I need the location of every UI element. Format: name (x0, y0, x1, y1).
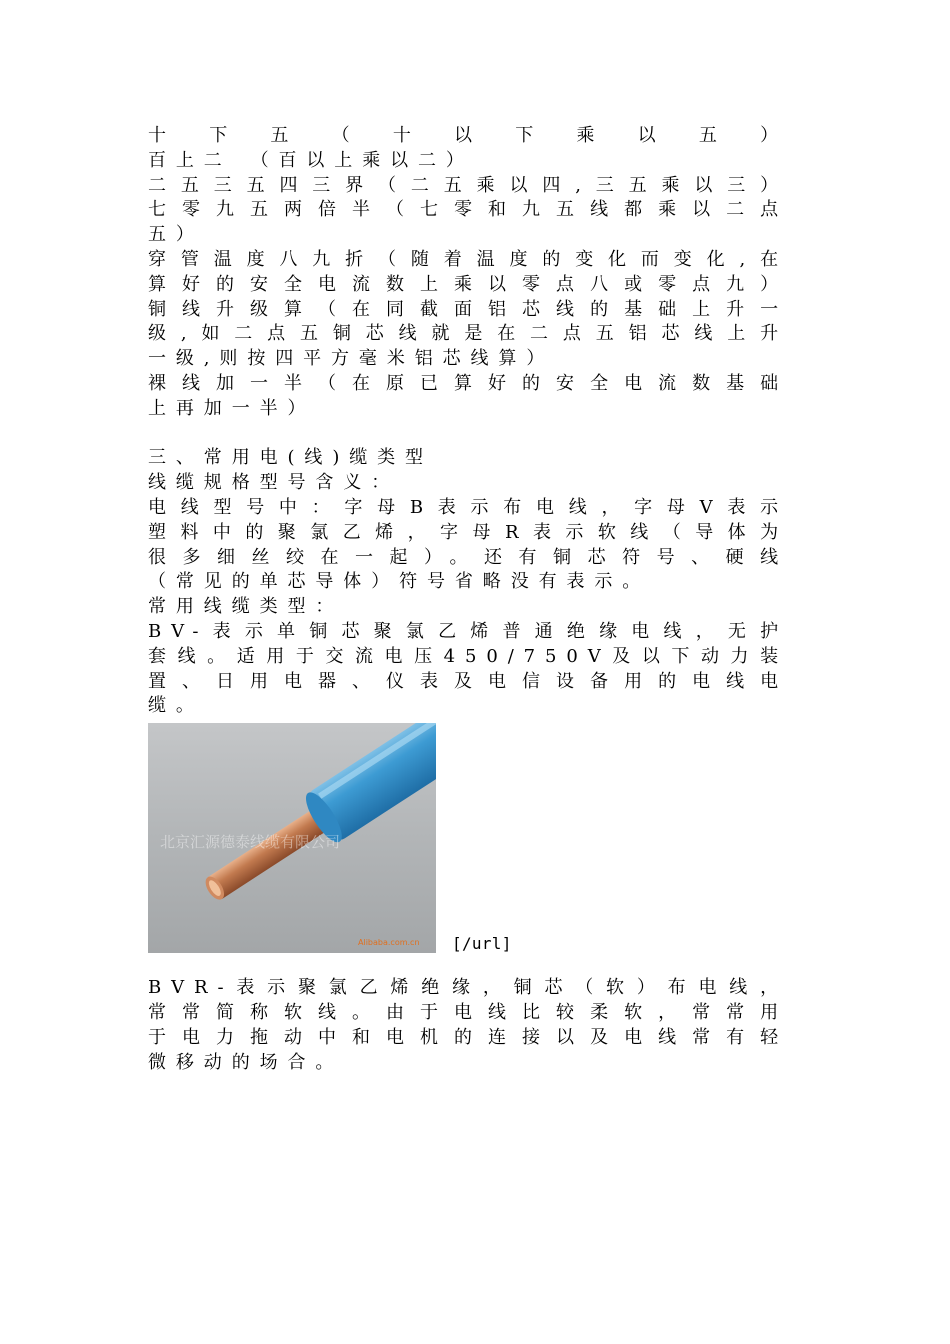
text-line: 很多细丝绞在一起）。还有铜芯符号、硬线 (148, 546, 788, 568)
section-title: 三、常用电(线)缆类型 (148, 447, 433, 469)
text-line: 缆。 (148, 695, 204, 717)
photo-row (148, 723, 788, 956)
text-line: 二五三五四三界（二五乘以四,三五乘以三） (148, 174, 788, 196)
text-line: 常常简称软线。由于电线比较柔软，常常用 (148, 1001, 788, 1023)
types-heading: 常用线缆类型： (148, 596, 344, 618)
text-line: 套线。适用于交流电压450/750V及以下动力装 (148, 645, 788, 667)
spec-heading: 线缆规格型号含义： (148, 472, 400, 494)
text-line: 一级,则按四平方毫米铝芯线算） (148, 348, 555, 370)
text-line: 于电力拖动中和电机的连接以及电线常有轻 (148, 1026, 788, 1048)
photo-corner-mark: Alibaba.com.cn (358, 938, 420, 948)
text-line: （常见的单芯导体）符号省略没有表示。 (148, 571, 651, 593)
text-line: 塑料中的聚氯乙烯，字母R表示软线（导体为 (148, 521, 788, 543)
text-line: 百上二 （百以上乘以二） (148, 149, 474, 171)
document-page (148, 124, 788, 1075)
text-line: 算好的安全电流数上乘以零点八或零点九） (148, 273, 788, 295)
text-line: 电线型号中：字母B表示布电线，字母V表示 (148, 496, 788, 518)
photo-watermark: 北京汇源德泰线缆有限公司 (160, 833, 341, 852)
text-line: 铜线升级算（在同截面铝芯线的基础上升一 (148, 298, 788, 320)
url-tag: [/url] (452, 934, 512, 954)
text-line: 穿管温度八九折（随着温度的变化而变化,在 (148, 248, 788, 270)
text-line: 微移动的场合。 (148, 1051, 344, 1073)
text-line: BV-表示单铜芯聚氯乙烯普通绝缘电线，无护 (148, 620, 788, 642)
text-line: 十下五（十以下乘以五） (148, 125, 788, 146)
bv-cable-illustration (148, 723, 436, 953)
text-line: 七零九五两倍半（七零和九五线都乘以二点 (148, 199, 788, 221)
text-line: 级,如二点五铜芯线就是在二点五铝芯线上升 (148, 323, 788, 345)
blank-line (148, 422, 788, 447)
cable-photo (148, 723, 436, 953)
text-line: 置、日用电器、仪表及电信设备用的电线电 (148, 670, 788, 692)
text-line: BVR-表示聚氯乙烯绝缘，铜芯（软）布电线， (148, 977, 788, 999)
text-line: 上再加一半） (148, 397, 316, 419)
text-line: 五） (148, 224, 204, 246)
bvr-paragraph (148, 976, 788, 1075)
text-line: 裸线加一半（在原已算好的安全电流数基础 (148, 372, 788, 394)
